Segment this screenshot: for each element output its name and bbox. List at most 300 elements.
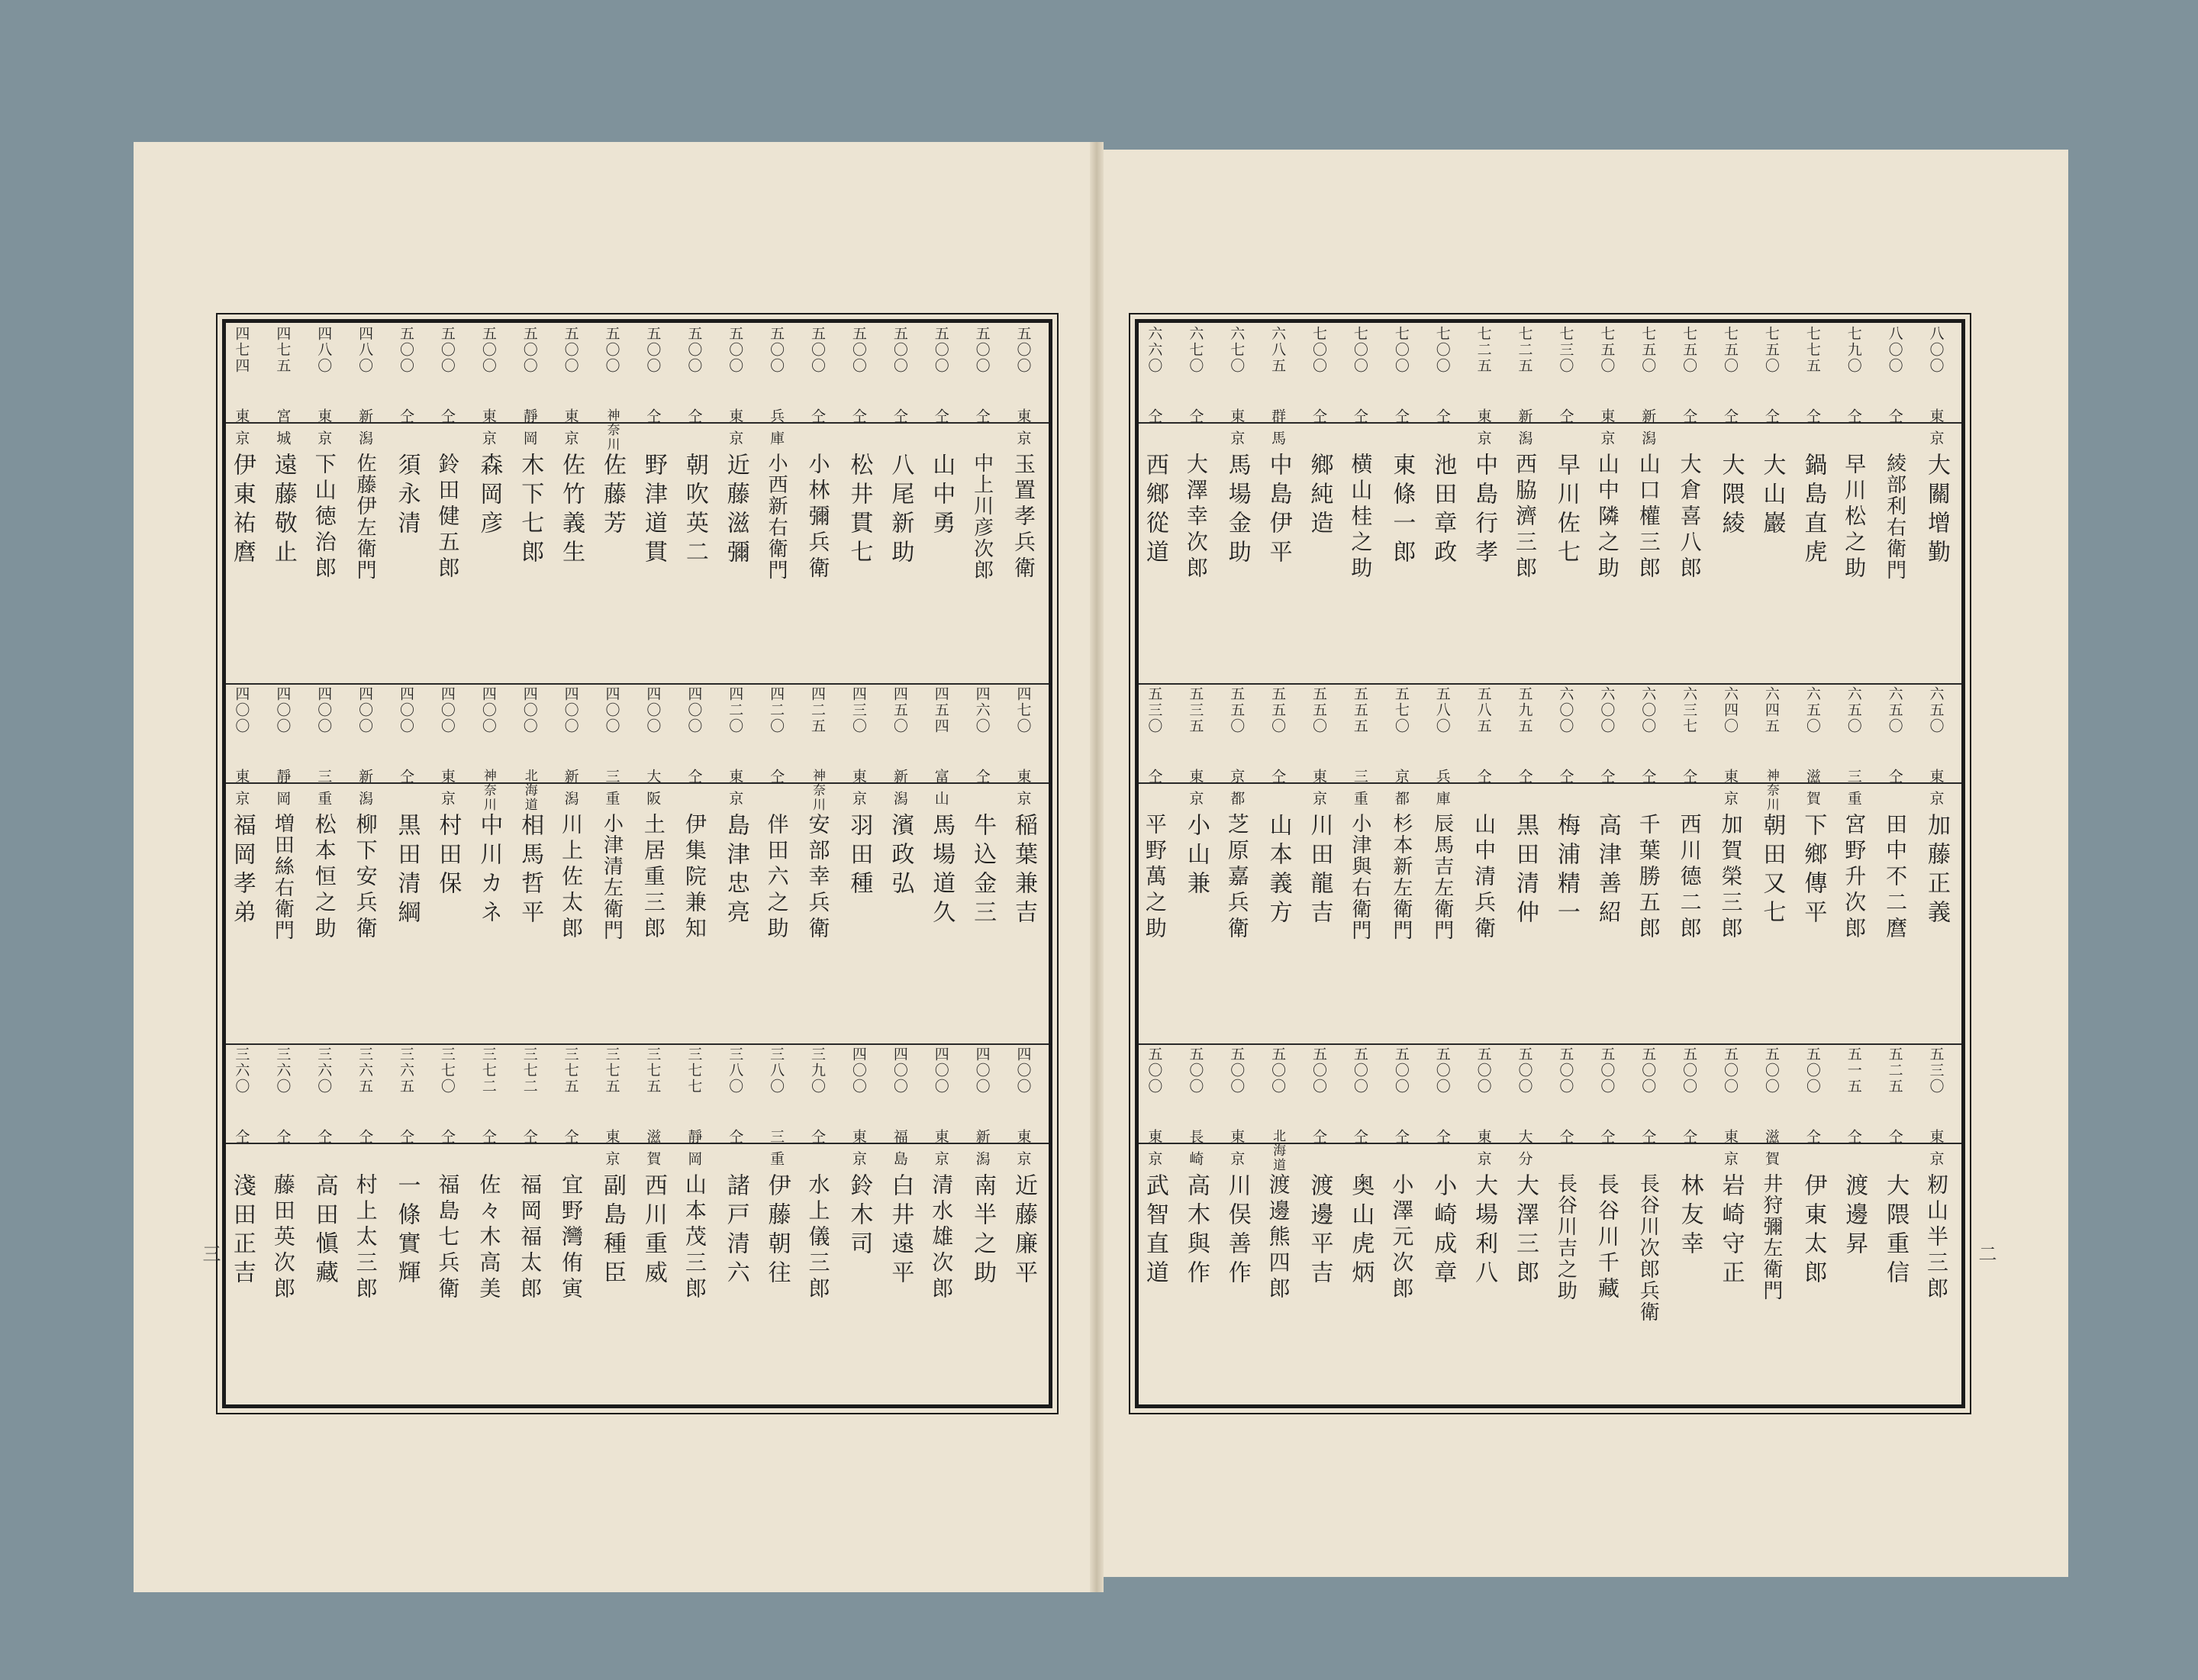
register-entry <box>304 323 345 683</box>
entry-amount: 六六〇 <box>1146 326 1163 374</box>
entry-prefecture: 神奈川 <box>480 769 496 812</box>
register-section <box>226 323 1049 683</box>
register-entry <box>1833 323 1874 683</box>
entry-prefecture: 仝 <box>1598 769 1616 791</box>
entry-prefecture: 東京 <box>315 408 333 453</box>
entry-name: 南半之助 <box>969 1173 997 1289</box>
register-entry <box>920 683 962 1043</box>
entry-amount: 六七〇 <box>1187 326 1204 374</box>
entry-amount: 七九〇 <box>1845 326 1862 374</box>
entry-name: 小山兼 <box>1182 813 1210 900</box>
entry-prefecture: 福島 <box>891 1129 908 1173</box>
entry-amount: 五〇〇 <box>727 326 744 374</box>
entry-amount: 六五〇 <box>1845 686 1862 734</box>
entry-prefecture: 仝 <box>1681 769 1698 791</box>
entry-name: 籾山半三郎 <box>1924 1173 1949 1303</box>
register-entry <box>1628 1043 1669 1404</box>
entry-amount: 四二〇 <box>727 686 744 734</box>
entry-prefecture: 仝 <box>809 1129 826 1151</box>
entry-amount: 五三五 <box>1187 686 1204 734</box>
entry-name: 柳下安兵衛 <box>353 813 379 943</box>
entry-prefecture: 北海道 <box>1270 1129 1286 1172</box>
entry-prefecture: 仝 <box>438 408 456 430</box>
entry-amount: 七五〇 <box>1762 326 1780 374</box>
entry-name: 伊藤朝往 <box>763 1173 791 1289</box>
entry-amount: 五八〇 <box>1433 686 1451 734</box>
entry-name: 川俣善作 <box>1223 1173 1251 1289</box>
entry-prefecture: 仝 <box>1803 1129 1821 1151</box>
register-entry <box>591 1043 633 1404</box>
entry-prefecture: 仝 <box>1762 408 1780 430</box>
entry-amount: 五〇〇 <box>1557 1046 1574 1095</box>
entry-amount: 五〇〇 <box>1598 1046 1616 1095</box>
register-entry <box>1463 1043 1504 1404</box>
entry-amount: 四〇〇 <box>562 686 579 734</box>
entry-name: 加賀榮三郎 <box>1718 813 1744 943</box>
register-entry <box>1792 1043 1833 1404</box>
register-entry <box>1628 683 1669 1043</box>
entry-amount: 六八五 <box>1269 326 1287 374</box>
entry-amount: 五〇〇 <box>809 326 826 374</box>
register-entry <box>798 1043 839 1404</box>
register-entry <box>1217 323 1258 683</box>
entry-amount: 七二五 <box>1474 326 1492 374</box>
entry-amount: 三七五 <box>644 1046 662 1095</box>
entry-amount: 四〇〇 <box>520 686 538 734</box>
register-entry <box>1751 1043 1792 1404</box>
register-entry <box>1833 1043 1874 1404</box>
entry-name: 佐藤伊左衛門 <box>353 453 377 581</box>
entry-amount: 四〇〇 <box>685 686 703 734</box>
entry-amount: 四五〇 <box>891 686 908 734</box>
register-entry <box>591 683 633 1043</box>
entry-amount: 五一五 <box>1845 1046 1862 1095</box>
entry-name: 渡邊昇 <box>1841 1173 1868 1260</box>
entry-amount: 五〇〇 <box>1228 1046 1246 1095</box>
register-entry <box>386 683 427 1043</box>
entry-prefecture: 東京 <box>849 769 867 813</box>
entry-prefecture: 仝 <box>768 769 785 791</box>
register-entry <box>1545 683 1587 1043</box>
register-entry <box>1792 683 1833 1043</box>
register-entry <box>798 683 839 1043</box>
entry-name: 中島行孝 <box>1471 453 1498 569</box>
register-entry <box>427 1043 468 1404</box>
entry-amount: 四七五 <box>274 326 292 374</box>
entry-prefecture: 東京 <box>1927 408 1945 453</box>
entry-amount: 八〇〇 <box>1886 326 1903 374</box>
register-entry <box>221 1043 263 1404</box>
register-entry <box>386 1043 427 1404</box>
book-gutter <box>1090 142 1104 1592</box>
entry-name: 鄉純造 <box>1306 453 1333 540</box>
entry-amount: 三七五 <box>603 1046 620 1095</box>
entry-amount: 四〇〇 <box>315 686 333 734</box>
entry-prefecture: 仝 <box>685 769 703 791</box>
register-entry <box>838 1043 879 1404</box>
entry-name: 伊集院兼知 <box>682 813 707 943</box>
entry-prefecture: 靜岡 <box>274 769 292 813</box>
entry-name: 西鄉從道 <box>1141 453 1168 569</box>
entry-name: 玉置孝兵衛 <box>1011 453 1036 582</box>
register-entry <box>1916 683 1957 1043</box>
register-entry <box>962 323 1003 683</box>
entry-prefecture: 東京 <box>1474 408 1492 453</box>
entry-name: 武智直道 <box>1141 1173 1168 1289</box>
register-entry <box>1710 1043 1752 1404</box>
entry-prefecture: 東京 <box>849 1129 867 1173</box>
entry-amount: 七五〇 <box>1722 326 1739 374</box>
entry-prefecture: 東京 <box>1228 1129 1246 1173</box>
entry-name: 相馬哲平 <box>517 813 544 929</box>
entry-amount: 五〇〇 <box>1269 1046 1287 1095</box>
entry-prefecture: 仝 <box>1845 408 1862 430</box>
entry-amount: 六五〇 <box>1927 686 1945 734</box>
entry-amount: 四七〇 <box>1014 686 1032 734</box>
entry-prefecture: 仝 <box>1392 1129 1410 1151</box>
entry-prefecture: 仝 <box>727 1129 744 1151</box>
entry-amount: 五〇〇 <box>479 326 497 374</box>
entry-name: 小津清左衛門 <box>600 813 624 941</box>
register-section <box>1139 323 1961 683</box>
entry-prefecture: 仝 <box>356 1129 374 1151</box>
entry-name: 加藤正義 <box>1923 813 1950 929</box>
entry-name: 川上佐太郎 <box>559 813 585 943</box>
entry-prefecture: 東京 <box>233 408 250 453</box>
entry-amount: 四六〇 <box>973 686 991 734</box>
register-entry <box>550 323 591 683</box>
register-entry <box>1628 323 1669 683</box>
entry-name: 黒田清綱 <box>393 813 421 929</box>
entry-name: 伊東祐麿 <box>228 453 256 569</box>
entry-amount: 五〇〇 <box>849 326 867 374</box>
entry-prefecture: 滋賀 <box>1762 1129 1780 1173</box>
entry-amount: 三六〇 <box>274 1046 292 1095</box>
entry-name: 安部幸兵衛 <box>805 813 831 943</box>
entry-name: 西川重威 <box>640 1173 667 1289</box>
register-entry <box>1587 683 1628 1043</box>
entry-name: 羽田種 <box>846 813 873 900</box>
register-entry <box>345 323 386 683</box>
entry-prefecture: 仝 <box>479 1129 497 1151</box>
register-entry <box>1381 1043 1422 1404</box>
entry-amount: 七五〇 <box>1681 326 1698 374</box>
entry-name: 小林彌兵衛 <box>805 453 831 582</box>
register-section <box>226 1043 1049 1404</box>
entry-prefecture: 仝 <box>1639 1129 1657 1151</box>
entry-amount: 三七五 <box>562 1046 579 1095</box>
register-entry <box>1217 683 1258 1043</box>
entry-name: 林友幸 <box>1676 1173 1703 1260</box>
entry-name: 大澤幸次郎 <box>1183 453 1209 582</box>
register-section <box>226 683 1049 1043</box>
register-entry <box>838 323 879 683</box>
entry-name: 大澤三郎 <box>1512 1173 1539 1289</box>
register-entry <box>962 1043 1003 1404</box>
entry-name: 中上川彦次郎 <box>970 453 994 581</box>
entry-name: 島津忠亮 <box>722 813 749 929</box>
register-entry <box>1751 683 1792 1043</box>
entry-prefecture: 仝 <box>1310 1129 1327 1151</box>
register-entry <box>550 683 591 1043</box>
entry-prefecture: 東京 <box>1598 408 1616 453</box>
entry-name: 野津道貫 <box>640 453 667 569</box>
entry-name: 大山巖 <box>1758 453 1786 540</box>
entry-amount: 四〇〇 <box>891 1046 908 1095</box>
register-entry <box>1381 683 1422 1043</box>
entry-prefecture: 仝 <box>1557 408 1574 430</box>
entry-prefecture: 北海道 <box>521 769 537 812</box>
entry-amount: 六〇〇 <box>1598 686 1616 734</box>
entry-amount: 六〇〇 <box>1639 686 1657 734</box>
entry-name: 八尾新助 <box>887 453 914 569</box>
entry-amount: 五五〇 <box>1228 686 1246 734</box>
entry-amount: 七〇〇 <box>1392 326 1410 374</box>
entry-name: 福岡福太郎 <box>517 1173 543 1303</box>
entry-amount: 五〇〇 <box>1474 1046 1492 1095</box>
register-entry <box>263 1043 304 1404</box>
entry-amount: 四五四 <box>932 686 949 734</box>
entry-amount: 五〇〇 <box>1433 1046 1451 1095</box>
entry-amount: 三七二 <box>479 1046 497 1095</box>
entry-name: 鈴田健五郎 <box>435 453 461 582</box>
entry-prefecture: 仝 <box>1845 1129 1862 1151</box>
entry-prefecture: 仝 <box>1269 769 1287 791</box>
entry-amount: 五八五 <box>1474 686 1492 734</box>
entry-amount: 四七四 <box>233 326 250 374</box>
entry-prefecture: 靜岡 <box>520 408 538 453</box>
entry-amount: 七七五 <box>1803 326 1821 374</box>
entry-prefecture: 三重 <box>768 1129 785 1173</box>
entry-name: 山本茂三郎 <box>682 1173 707 1303</box>
register-entry <box>1710 323 1752 683</box>
entry-name: 芝原嘉兵衛 <box>1224 813 1250 943</box>
entry-prefecture: 群馬 <box>1269 408 1287 453</box>
entry-prefecture: 仝 <box>1433 1129 1451 1151</box>
register-entry <box>715 1043 756 1404</box>
entry-name: 杉本新左衛門 <box>1389 813 1413 941</box>
register-entry <box>468 683 509 1043</box>
right-page-number: 二 <box>1975 1244 1997 1262</box>
register-entry <box>1381 323 1422 683</box>
entry-prefecture: 仝 <box>274 1129 292 1151</box>
entry-prefecture: 仝 <box>1803 408 1821 430</box>
entry-prefecture: 仝 <box>1681 408 1698 430</box>
entry-prefecture: 富山 <box>932 769 949 813</box>
entry-prefecture: 東京 <box>479 408 497 453</box>
entry-amount: 六〇〇 <box>1557 686 1574 734</box>
entry-prefecture: 長崎 <box>1187 1129 1204 1173</box>
register-entry <box>1833 683 1874 1043</box>
entry-amount: 五五〇 <box>1310 686 1327 734</box>
register-entry <box>1339 683 1381 1043</box>
entry-prefecture: 仝 <box>849 408 867 430</box>
register-entry <box>427 323 468 683</box>
entry-prefecture: 東京 <box>1014 1129 1032 1173</box>
register-entry <box>1339 1043 1381 1404</box>
register-entry <box>633 1043 674 1404</box>
entry-name: 中島伊平 <box>1265 453 1292 569</box>
register-entry <box>263 683 304 1043</box>
register-entry <box>1258 683 1299 1043</box>
entry-prefecture: 滋賀 <box>644 1129 662 1173</box>
register-entry <box>633 323 674 683</box>
entry-prefecture: 東京 <box>932 1129 949 1173</box>
entry-name: 早川佐七 <box>1552 453 1580 569</box>
entry-prefecture: 仝 <box>685 408 703 430</box>
entry-name: 下山徳治郎 <box>311 453 337 582</box>
entry-amount: 七五〇 <box>1639 326 1657 374</box>
entry-prefecture: 仝 <box>1639 769 1657 791</box>
entry-name: 山中清兵衛 <box>1471 813 1497 943</box>
entry-amount: 四〇〇 <box>274 686 292 734</box>
entry-prefecture: 三重 <box>1845 769 1862 813</box>
entry-name: 川田龍吉 <box>1306 813 1333 929</box>
register-entry <box>920 1043 962 1404</box>
register-entry <box>468 1043 509 1404</box>
register-entry <box>674 683 715 1043</box>
register-entry <box>1134 323 1175 683</box>
entry-amount: 四八〇 <box>315 326 333 374</box>
entry-name: 福岡孝弟 <box>228 813 256 929</box>
entry-prefecture: 仝 <box>315 1129 333 1151</box>
entry-name: 須永清 <box>393 453 421 540</box>
register-entry <box>1258 323 1299 683</box>
entry-prefecture: 仝 <box>809 408 826 430</box>
register-entry <box>386 323 427 683</box>
entry-name: 小西新右衛門 <box>765 453 788 581</box>
entry-name: 森岡彦 <box>475 453 503 540</box>
entry-prefecture: 仝 <box>1557 1129 1574 1151</box>
register-entry <box>1175 323 1217 683</box>
register-entry <box>1669 1043 1710 1404</box>
entry-prefecture: 新潟 <box>562 769 579 813</box>
register-entry <box>1299 323 1340 683</box>
register-entry <box>1504 1043 1545 1404</box>
entry-amount: 四〇〇 <box>849 1046 867 1095</box>
entry-name: 木下七郎 <box>517 453 544 569</box>
entry-name: 小崎成章 <box>1429 1173 1457 1289</box>
entry-amount: 四〇〇 <box>356 686 374 734</box>
register-entry <box>756 1043 798 1404</box>
entry-name: 鈴木司 <box>846 1173 873 1260</box>
entry-name: 朝吹英二 <box>681 453 708 569</box>
entry-name: 佐竹義生 <box>558 453 585 569</box>
entry-amount: 五〇〇 <box>1762 1046 1780 1095</box>
register-entry <box>1874 1043 1916 1404</box>
entry-name: 山口權三郎 <box>1636 453 1661 582</box>
entry-amount: 五〇〇 <box>1351 1046 1368 1095</box>
entry-prefecture: 東京 <box>1310 769 1327 813</box>
entry-amount: 五〇〇 <box>1516 1046 1533 1095</box>
entry-name: 岩崎守正 <box>1717 1173 1745 1289</box>
register-entry <box>1299 683 1340 1043</box>
entry-amount: 五〇〇 <box>932 326 949 374</box>
register-entry <box>427 683 468 1043</box>
entry-name: 井狩彌左衛門 <box>1759 1173 1783 1301</box>
entry-name: 近藤廉平 <box>1010 1173 1037 1289</box>
entry-name: 大隈綾 <box>1717 453 1745 540</box>
entry-prefecture: 仝 <box>438 1129 456 1151</box>
entry-amount: 三九〇 <box>809 1046 826 1095</box>
entry-prefecture: 仝 <box>973 408 991 430</box>
entry-name: 下鄉傳平 <box>1800 813 1827 929</box>
entry-amount: 三六五 <box>356 1046 374 1095</box>
entry-prefecture: 東京 <box>1014 769 1032 813</box>
entry-name: 綾部利右衛門 <box>1883 453 1906 581</box>
entry-amount: 三八〇 <box>727 1046 744 1095</box>
entry-prefecture: 仝 <box>1516 769 1533 791</box>
entry-name: 辰馬吉左衛門 <box>1430 813 1454 941</box>
entry-amount: 四三〇 <box>849 686 867 734</box>
entry-amount: 五〇〇 <box>644 326 662 374</box>
entry-name: 牛込金三 <box>969 813 997 929</box>
entry-amount: 五〇〇 <box>1803 1046 1821 1095</box>
register-entry <box>1916 1043 1957 1404</box>
entry-amount: 六五〇 <box>1803 686 1821 734</box>
register-entry <box>1545 323 1587 683</box>
register-entry <box>1587 1043 1628 1404</box>
entry-prefecture: 仝 <box>1433 408 1451 430</box>
entry-prefecture: 滋賀 <box>1803 769 1821 813</box>
entry-amount: 五五五 <box>1351 686 1368 734</box>
entry-prefecture: 東京 <box>562 408 579 453</box>
register-entry <box>1587 323 1628 683</box>
entry-name: 松井貫七 <box>846 453 873 569</box>
entry-amount: 七二五 <box>1516 326 1533 374</box>
entry-prefecture: 兵庫 <box>1433 769 1451 813</box>
entry-prefecture: 仝 <box>1392 408 1410 430</box>
entry-amount: 三七七 <box>685 1046 703 1095</box>
entry-amount: 五〇〇 <box>1639 1046 1657 1095</box>
entry-name: 村上太三郎 <box>353 1173 379 1303</box>
entry-name: 濱政弘 <box>887 813 914 900</box>
entry-amount: 七〇〇 <box>1433 326 1451 374</box>
register-entry <box>1217 1043 1258 1404</box>
entry-prefecture: 仝 <box>1474 769 1492 791</box>
entry-prefecture: 東京 <box>727 408 744 453</box>
register-entry <box>920 323 962 683</box>
register-entry <box>1339 323 1381 683</box>
entry-amount: 五〇〇 <box>1681 1046 1698 1095</box>
entry-prefecture: 仝 <box>973 769 991 791</box>
register-entry <box>591 323 633 683</box>
register-entry <box>674 1043 715 1404</box>
entry-name: 高津善紹 <box>1594 813 1621 929</box>
entry-prefecture: 宮城 <box>274 408 292 453</box>
entry-prefecture: 三重 <box>1351 769 1368 813</box>
register-entry <box>1504 323 1545 683</box>
register-entry <box>1299 1043 1340 1404</box>
entry-amount: 六五〇 <box>1886 686 1903 734</box>
entry-name: 鍋島直虎 <box>1800 453 1827 569</box>
entry-name: 奥山虎炳 <box>1347 1173 1375 1289</box>
entry-name: 淺田正吉 <box>228 1173 256 1289</box>
register-entry <box>674 323 715 683</box>
register-entry <box>1258 1043 1299 1404</box>
entry-name: 大隈重信 <box>1882 1173 1910 1289</box>
register-entry <box>879 1043 920 1404</box>
entry-name: 小津與右衛門 <box>1348 813 1371 941</box>
entry-prefecture: 仝 <box>1681 1129 1698 1151</box>
entry-amount: 三八〇 <box>768 1046 785 1095</box>
entry-amount: 四〇〇 <box>233 686 250 734</box>
register-entry <box>1710 683 1752 1043</box>
entry-amount: 五〇〇 <box>1187 1046 1204 1095</box>
entry-name: 宮野升次郎 <box>1842 813 1868 943</box>
entry-amount: 五〇〇 <box>1146 1046 1163 1095</box>
entry-amount: 六三七 <box>1681 686 1698 734</box>
